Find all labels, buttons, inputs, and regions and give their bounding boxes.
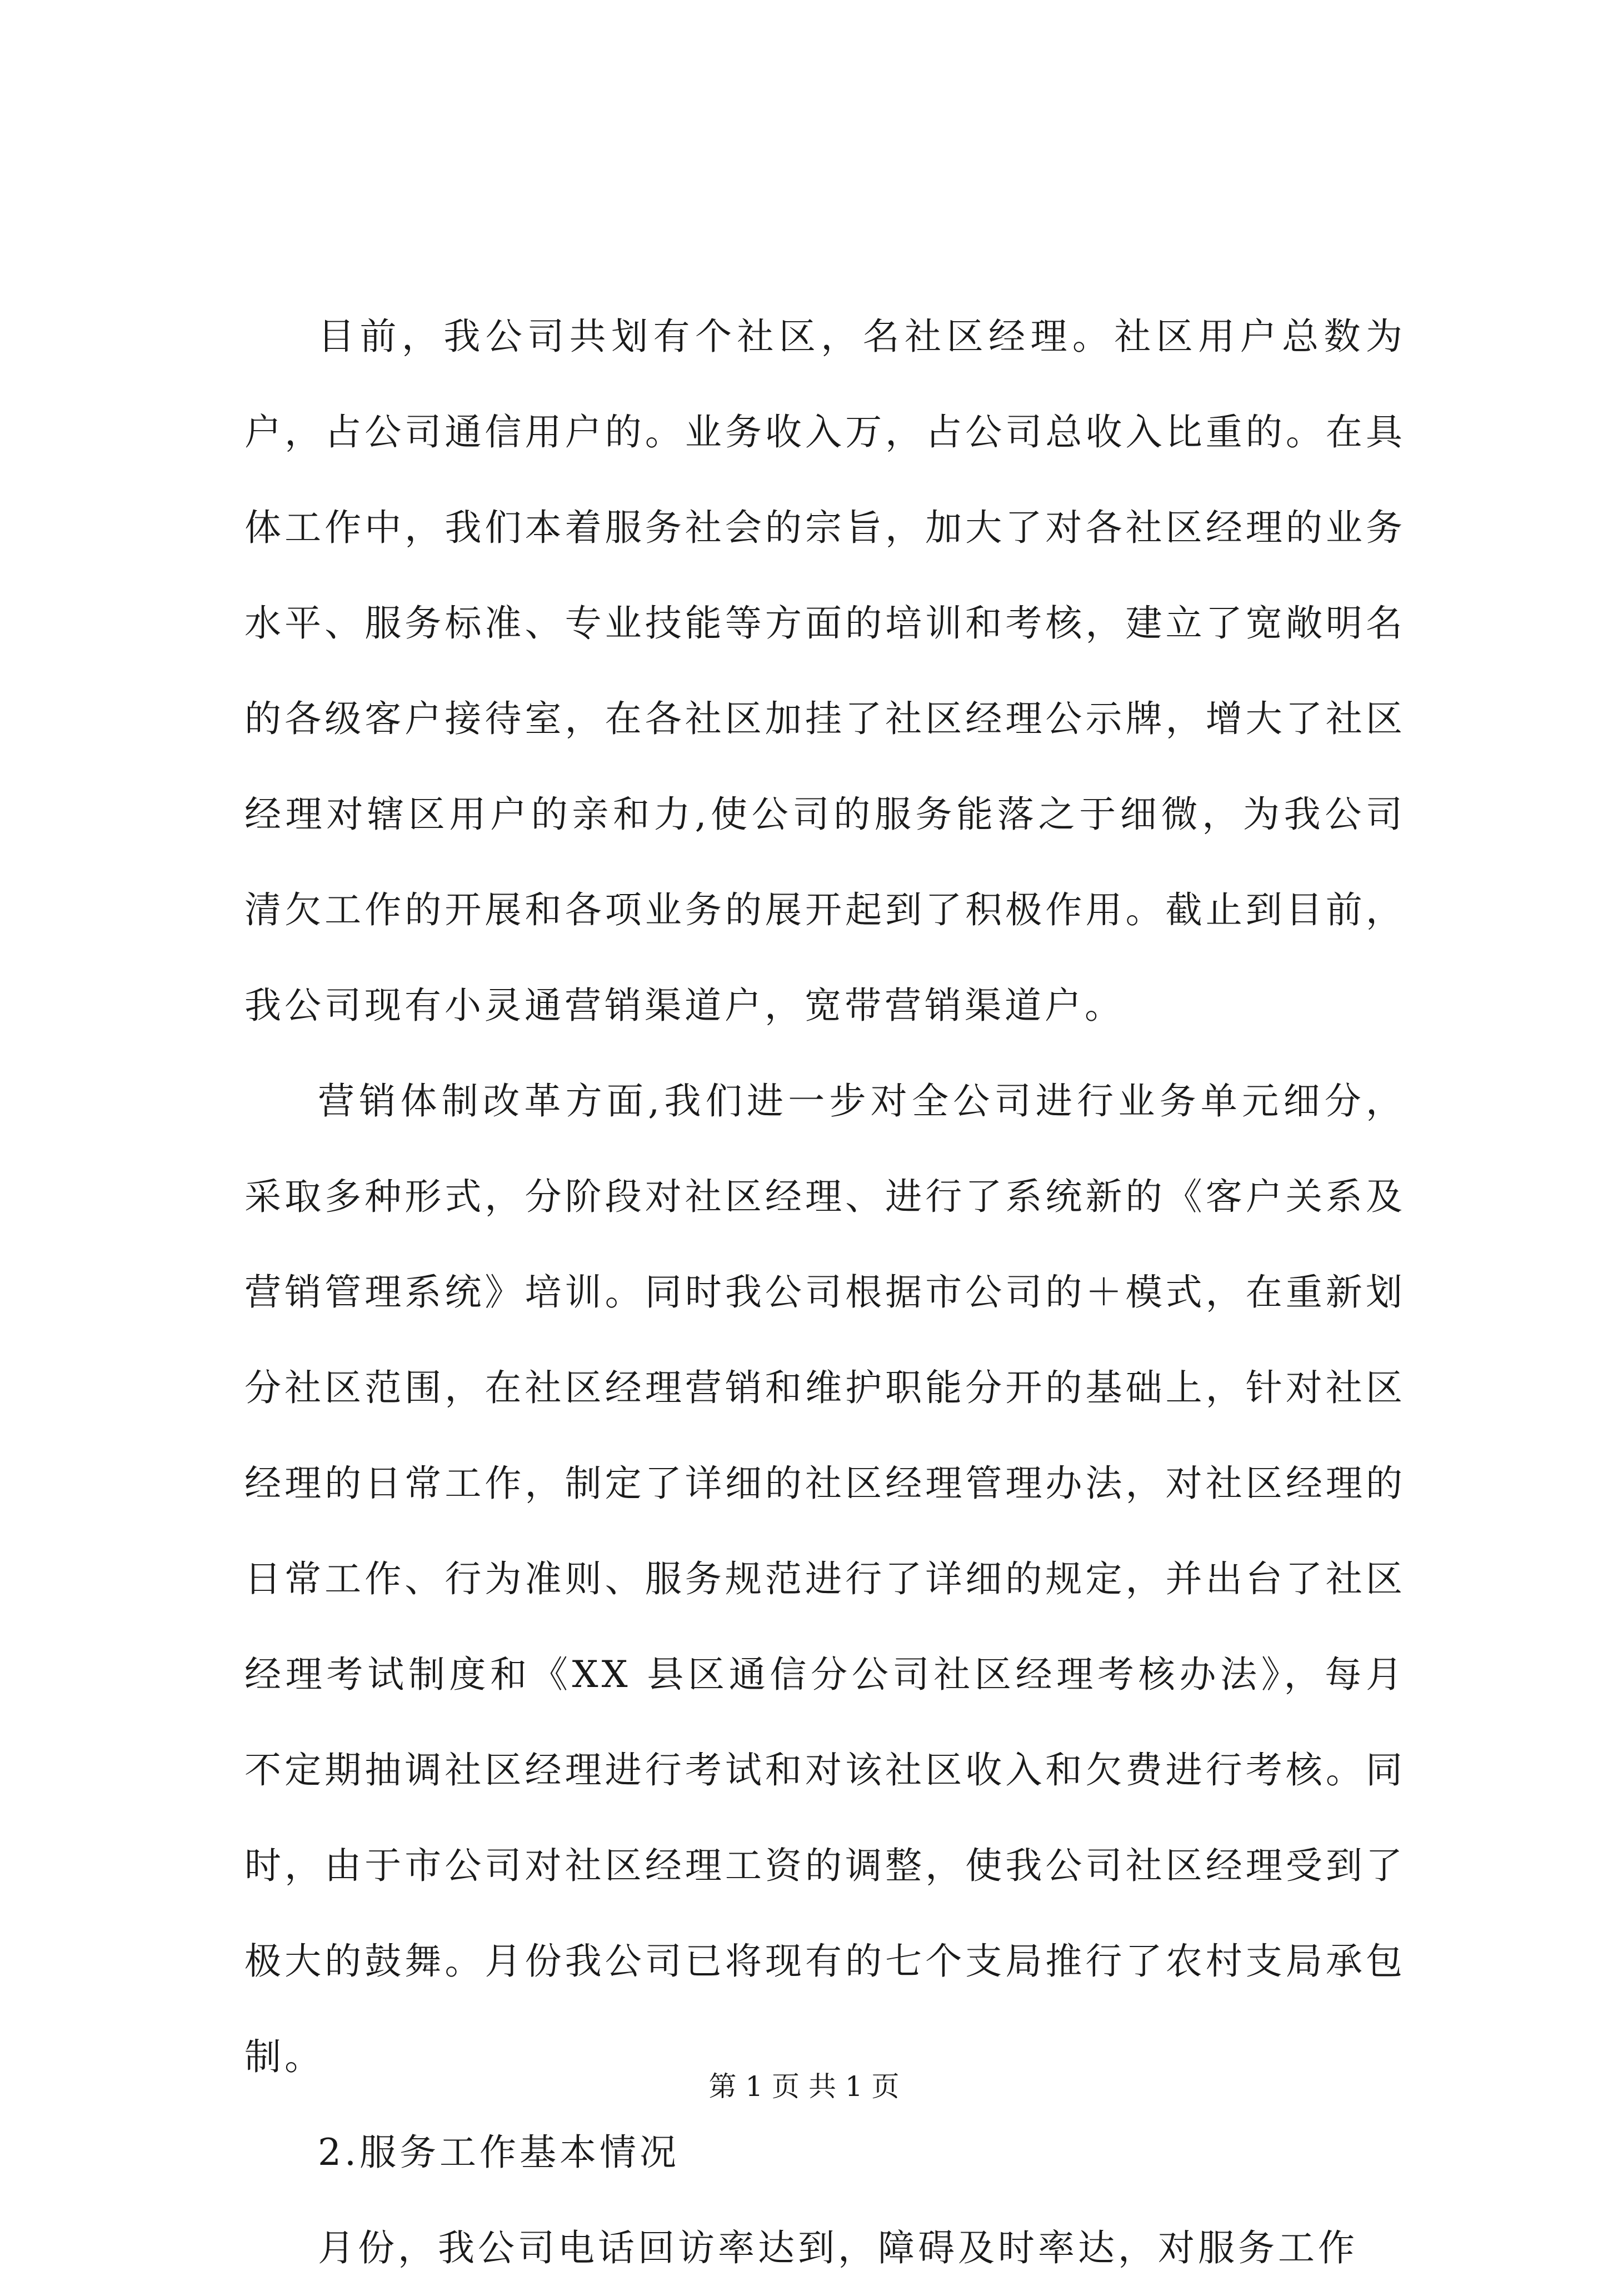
section-heading-service-work: 2.服务工作基本情况	[318, 2131, 680, 2174]
page-footer: 第 1 页 共 1 页	[708, 2070, 900, 2103]
paragraph-service-stats: 月份，我公司电话回访率达到，障碍及时率达，对服务工作	[318, 2227, 1358, 2269]
paragraph-community-overview: 目前，我公司共划有个社区，名社区经理。社区用户总数为户，占公司通信用户的。业务收入万，占公司总收入比重的。在具体工作中，我们本着服务社会的宗旨，加大了对各社区经理的业务水平、服务标准、专业技能等方面的培训和考核，建立了宽敞明名的各级客户接待室，在各社区加挂了社区经理公示牌，增大了社区经理对辖区用户的亲和力,使公司的服务能落之于细微，为我公司清欠工作的开展和各项业务的展开起到了积极作用。截止到目前，我公司现有小灵通营销渠道户，宽带营销渠道户。	[244, 315, 1406, 1027]
document-body	[244, 289, 1406, 2296]
paragraph-marketing-reform: 营销体制改革方面,我们进一步对全公司进行业务单元细分，采取多种形式，分阶段对社区经理、进行了系统新的《客户关系及营销管理系统》培训。同时我公司根据市公司的＋模式，在重新划分社区范围，在社区经理营销和维护职能分开的基础上，针对社区经理的日常工作，制定了详细的社区经理管理办法，对社区经理的日常工作、行为准则、服务规范进行了详细的规定，并出台了社区经理考试制度和《XX 县区通信分公司社区经理考核办法》，每月不定期抽调社区经理进行考试和对该社区收入和欠费进行考核。同时，由于市公司对社区经理工资的调整，使我公司社区经理受到了极大的鼓舞。月份我公司已将现有的七个支局推行了农村支局承包制。	[244, 1080, 1406, 2078]
